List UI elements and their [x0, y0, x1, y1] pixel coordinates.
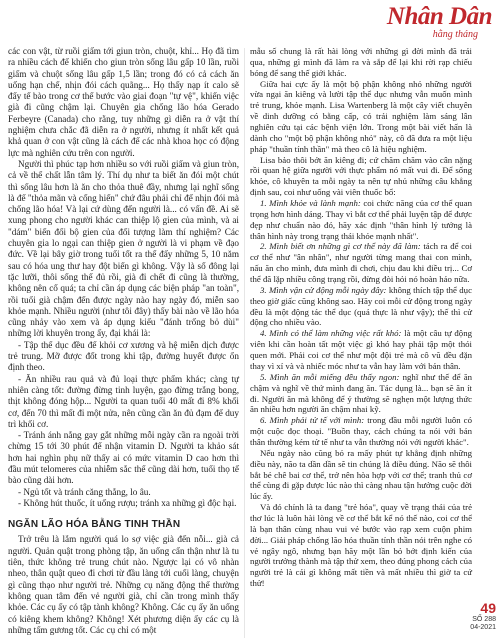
point-item: [250, 198, 472, 241]
paragraph: Giữa hai cực ấy là một bộ phận không nhỏ những người vừa ngại ăn kiêng và lười tập thể dục nhưng vẫn muốn mình trẻ trung, khỏe mạnh. Lisa Wartenberg là một cây viết chuyên về dinh dưỡng có bằng cấp, có trải nghiệm làm sáng lân nghiên cứu tại các bệnh viện lớn. Trong một bài viết hấn là dành cho "một bộ phận không nhỏ" này, cô đã đưa ra một liệu pháp "thuần tính thần" mà theo cô là hiệu nghiệm.: [250, 78, 472, 154]
point-text: nghĩ như thế để ăn chậm và nghĩ về thứ mình đang ăn. Tác dụng là... bạn sẽ ăn ít đi. Người ăn mà không để ý thường sẽ nghẹn một lượng thức ăn nhiều hơn người ăn chậm nhai kỹ.: [250, 371, 472, 415]
right-column: [250, 46, 472, 589]
point-lead: 2. Mình biết ơn những gì cơ thể này đã làm:: [260, 241, 421, 252]
point-lead: 4. Mình có thể làm những việc rất khó:: [260, 328, 402, 339]
point-text: trong đầu mỗi người luôn có một cuộc đọc thoại. "Buồn thay, cách chúng ta nói với bản thân thường kém tử tế như ta vẫn thường nói với người khác".: [250, 415, 472, 447]
point-text: coi chức năng của cơ thể quan trọng hơn hình dáng. Thay vì bắt cơ thể phải luyện tập để được đẹp như chuẩn nào đó, hãy xác định "thân hình lý tưởng là thân hình này trong trạng thái khỏe mạnh nhất".: [250, 198, 472, 241]
point-lead: 5. Mình ăn mỗi miếng đều thấy ngon:: [260, 371, 400, 382]
point-item: [250, 328, 472, 371]
list-item: - Ngủ tốt và tránh căng thẳng, lo âu.: [18, 486, 151, 497]
masthead-logo: [382, 4, 492, 42]
point-item: [250, 415, 472, 448]
point-lead: 3. Mình vận cử động mỗi ngày đây:: [260, 284, 387, 295]
issue-date: 04-2021: [470, 624, 496, 631]
paragraph: mẫu số chung là rất hài lòng với những gì đời mình đã trải qua, những gì mình đã làm ra và sắp để lại khi rời rạp chiếu bóng để sang thế giới khác.: [250, 46, 472, 78]
paragraph: Trở trêu là lắm người quá lo sợ việc già đến nỗi... già cả người. Quản quật trong phòng tập, ăn uống cẩn thận như là tu tiên, thức không trẻ trung chút nào. Ngược lại có vô nhàn nheo, thân quật queo đi chơi từ đầu làng tới cuối làng, chuyện gì cũng thạo như người trẻ. Những cụ năng động thể thường không quan tâm đến vẻ người già, chỉ cần trong mình thấy khỏe. Các cụ ấy có tập tành không? Không. Các cụ ấy ăn uống có kiêng khem không? Không! Xét phương diện ấy các cụ là những tấm gương tốt. Các cụ chỉ có một: [8, 534, 239, 635]
list-item: - Không hút thuốc, ít uống rượu; tránh xa những gì độc hại.: [18, 497, 237, 508]
point-item: [250, 372, 472, 415]
paragraph: các con vật, từ ruồi giấm tới giun tròn, chuột, khỉ... Họ đã tìm ra nhiều cách để khiến cho giun tròn sống lâu gấp 10 lần, ruồi giấm và chuột sống lâu gấp 1,5 lần; trong đó có cả cách ăn uống hạn chế, nhịn đói cách quãng... Họ thấy nạp ít calo sẽ đẩy tế bào trong cơ thể bước vào giai đoạn "tự vệ", khiến việc già đi cũng chậm lại. Chuyên gia chống lão hóa Gerado Ferbeyre (Canada) cho rằng, tuy những gì diễn ra ở vật thí nghiệm chưa chắc đã diễn ra ở người, nhưng ít nhất kết quả khả quan ở con vật cũng là cách để các nhà khoa học có động lực mà nghiên cứu trên con người.: [8, 46, 239, 158]
column-divider: [244, 48, 245, 638]
list-item: - Tập thể dục đều để khỏi cơ xương và hệ miễn dịch được trẻ trung. Mỡ được đốt trong khi tập, đường huyết được ổn định theo.: [8, 339, 239, 373]
point-item: [250, 241, 472, 284]
point-text: không thích tập thể dục theo giờ giấc cũng không sao. Hãy coi mỗi cử động trong ngày đều là một động tác thể dục (quả thực là như vậy); thế thì cử động cho nhiều vào.: [250, 284, 472, 328]
paragraph: Nếu ngày nào cũng bỏ ra mấy phút tự khẳng định những điều này, não ta dần dần sẽ tin chúng là điều đúng. Não sẽ thôi bắt bẻ chê bai cơ thể, trở nên hòa hợp với cơ thể; tranh thủ cơ thể cùng đi gặp được lúc nào thì càng nhau tận hưởng cuộc đời lúc ấy.: [250, 447, 472, 502]
issue-info: [470, 616, 496, 632]
paragraph: Lisa bảo thôi bớt ăn kiêng đi; cứ chăm chăm vào cân nặng rồi quan hệ giữa người với thực phẩm nó mất vui đi. Để sống khỏe, cô khuyên ta mỗi ngày ta nên tự nhủ những câu khẳng định sau, coi như uống vài viên thuốc bổ:: [250, 154, 472, 198]
list-item: - Ăn nhiều rau quả và đủ loại thực phẩm khác; càng tự nhiên càng tốt: đường đừng tinh luyện, gạo đừng trắng bong, thịt không đóng hộp... Người ta quan tuổi 40 mất đi 8% khối cơ, đến 70 thì mất đi một nửa, nên cũng cần ăn đủ đạm để duy trì khối cơ.: [8, 373, 239, 429]
point-text: là một câu tự động viên khi cần hoàn tất một việc gì khó hay phải tập một thói quen mới. Phải coi cơ thể như một đội trẻ mà cô vũ đều đặn thay vì xỉ và và nhiếc móc như ta vẫn hay làm với bản thân.: [250, 328, 472, 371]
page-number: 49: [480, 600, 496, 616]
point-lead: 1. Mình khỏe và lành mạnh:: [260, 198, 361, 209]
point-item: [250, 285, 472, 328]
paragraph: Người thì phúc tạp hơn nhiều so với ruồi giấm và giun tròn, cả về thể chất lẫn tâm lý. Thí dụ như ta biết ăn đói một chút thì sống lâu hơn là ăn cho thỏa thuê đầy, nhưng lại nghĩ sống là để "thỏa mãn và cống hiến" chứ đâu phải chỉ để nhịn đói mà chống lão hóa! Và lại cứ dùng đến người là... có vấn đề. Ai sẽ xung phong cho người khác can thiệp lộ gien của mình, và ai "dám" biến đổi bộ gien của đối tượng làm thí nghiệm? Các chuyên gia lo ngại can thiệp gien ở người là vi phạm về đạo đức. Về lại bây giờ trong tuổi tốt ra thể đấy những 5, 10 năm sau có hóa ung thư hay đột biến gì không. Vậy là số đông lại tặc lưỡi, thôi sống thế đủ rồi, già đi chết đi cũng là thường, không nên cố quá; ta chỉ cần áp dụng các biện pháp "an toàn", rồi tuổi già chậm đến được ngày nào hay ngày đó, miễn sao khỏe mạnh. Nhiều người (như tôi đây) thấy bài nào về lão hóa cũng nhảy vào xem và áp dụng kiểu "đánh trống bỏ dùi" những lời khuyên trong ấy, đại khái là:: [8, 158, 239, 339]
section-heading: NGĂN LÃO HÓA BẰNG TINH THẦN: [8, 519, 181, 531]
logo-title: Nhân Dân: [386, 3, 492, 30]
point-lead: 6. Mình phải tử tế với mình:: [260, 415, 365, 426]
issue-label: SỐ 288: [472, 616, 496, 623]
left-column: [8, 46, 239, 636]
logo-subtitle: hằng tháng: [432, 29, 478, 40]
point-text: tách ra để coi cơ thể như "ân nhân", như người từng mang thai con mình, nấu ăn cho mình, đưa mình đi chơi, chịu đau khi điều trị... Cơ thể đã lặp nhiều công trạng rồi, đừng đòi hỏi nó hoàn hảo nữa.: [250, 241, 472, 285]
list-item: - Tránh ánh nắng gay gắt những mỗi ngày cần ra ngoài trời chừng 15 tới 30 phút để nhận vitamin D. Người ta khảo sát hơn hai nghìn phụ nữ thấy ai có mức vitamin D cao hơn thì đầu mút telomeres của nhiễm sắc thể cũng dài hơn, tuổi thọ tế bào cũng dài hơn.: [8, 430, 239, 486]
paragraph: Và đó chính là ta đang "trẻ hóa", quay về trạng thái của trẻ thơ lúc là luôn hài lòng về cơ thể bắt kể nó thế nào, coi cơ thể là bạn thân cùng nhau vui vẻ bước vào rạp xem cuộn phim đời... Giải pháp chống lão hóa thuần tính thần nói trên nghe có vẻ ngây ngô, nhưng bạn hãy một lần bỏ bớt định kiến của người trưởng thành mà tập thử xem, theo đúng phong cách của người trẻ là cái gì không mất tiền và mất nhiều thì giờ ta cứ thử!: [250, 502, 472, 589]
